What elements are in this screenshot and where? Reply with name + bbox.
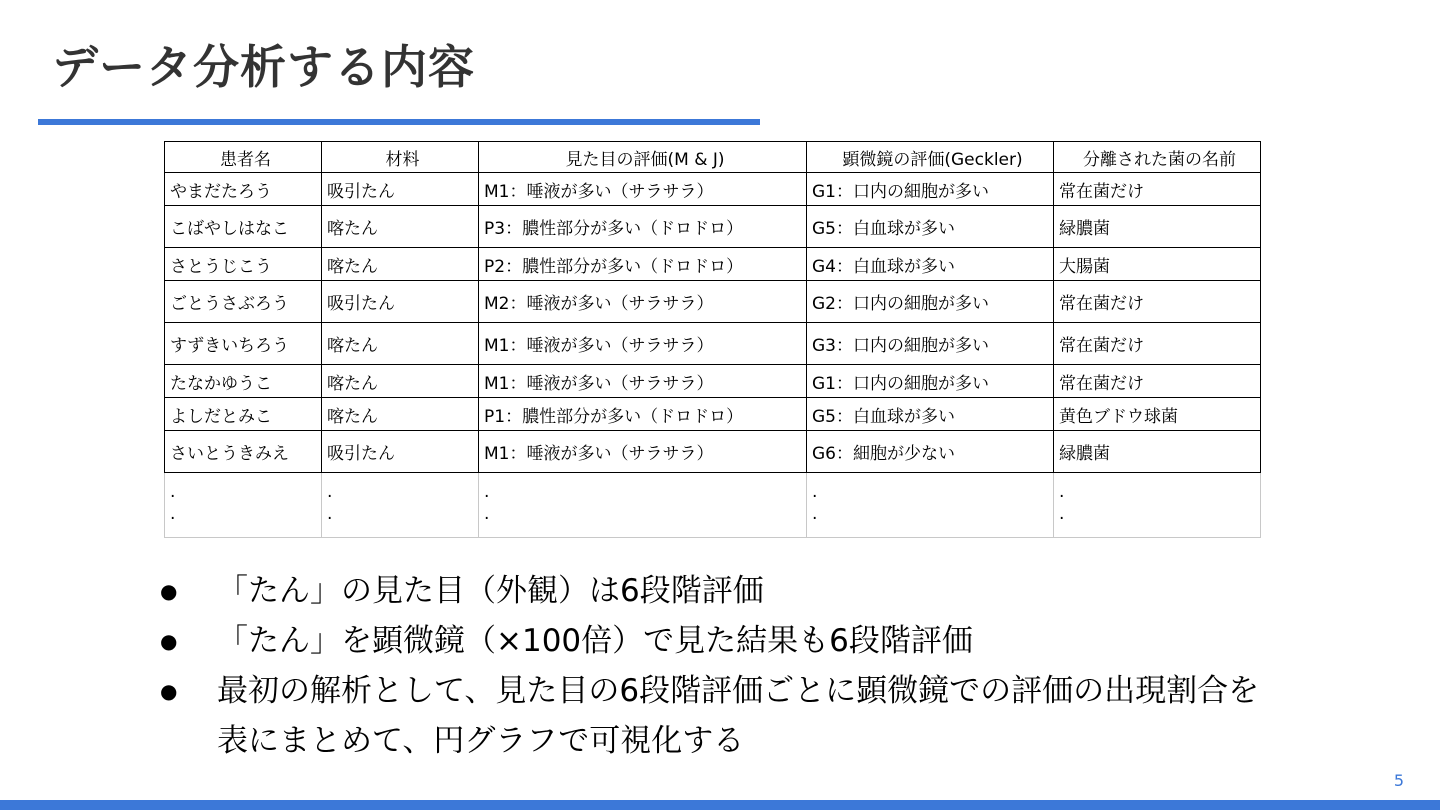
cell-material: 喀たん (322, 206, 479, 248)
table-row (165, 281, 1261, 323)
header-microscope-evaluation: 顕微鏡の評価(Geckler) (807, 142, 1054, 173)
table-row (165, 365, 1261, 398)
table-row (165, 431, 1261, 473)
bullet-marker-icon: ● (160, 579, 178, 603)
cell-patient-name: やまだたろう (165, 173, 322, 206)
header-visual-evaluation: 見た目の評価(M & J) (479, 142, 807, 173)
cell-isolated-bacteria: 黄色ブドウ球菌 (1054, 398, 1261, 431)
cell-isolated-bacteria: 常在菌だけ (1054, 281, 1261, 323)
cell-isolated-bacteria: 緑膿菌 (1054, 206, 1261, 248)
bullet-marker-icon: ● (160, 679, 178, 703)
cell-microscope-evaluation: G5：白血球が多い (807, 398, 1054, 431)
cell-material: 吸引たん (322, 173, 479, 206)
ellipsis-cell (165, 473, 322, 538)
cell-patient-name: すずきいちろう (165, 323, 322, 365)
cell-microscope-evaluation: G1：口内の細胞が多い (807, 365, 1054, 398)
table-row (165, 206, 1261, 248)
bullet-text: 最初の解析として、見た目の6段階評価ごとに顕微鏡での評価の出現割合を表にまとめて、円グラフで可視化する (217, 673, 1260, 759)
ellipsis-dot: . (1059, 482, 1065, 502)
bullet-text: 「たん」の見た目（外観）は6段階評価 (217, 573, 764, 609)
cell-visual-evaluation: P3：膿性部分が多い（ドロドロ） (479, 206, 807, 248)
ellipsis-cell (322, 473, 479, 538)
cell-microscope-evaluation: G2：口内の細胞が多い (807, 281, 1054, 323)
cell-visual-evaluation: M1：唾液が多い（サラサラ） (479, 173, 807, 206)
cell-material: 吸引たん (322, 431, 479, 473)
cell-material: 喀たん (322, 248, 479, 281)
cell-isolated-bacteria: 大腸菌 (1054, 248, 1261, 281)
ellipsis-cell (1054, 473, 1261, 538)
ellipsis-dot: . (1059, 504, 1065, 524)
ellipsis-cell (479, 473, 807, 538)
cell-microscope-evaluation: G3：口内の細胞が多い (807, 323, 1054, 365)
cell-visual-evaluation: M1：唾液が多い（サラサラ） (479, 431, 807, 473)
cell-visual-evaluation: M1：唾液が多い（サラサラ） (479, 365, 807, 398)
table-row (165, 398, 1261, 431)
page-number: 5 (1393, 771, 1405, 790)
header-isolated-bacteria: 分離された菌の名前 (1054, 142, 1261, 173)
cell-microscope-evaluation: G1：口内の細胞が多い (807, 173, 1054, 206)
cell-patient-name: ごとうさぶろう (165, 281, 322, 323)
bullet-marker-icon: ● (160, 629, 178, 653)
ellipsis-dot: . (327, 482, 333, 502)
cell-isolated-bacteria: 常在菌だけ (1054, 173, 1261, 206)
table-ellipsis-row (165, 473, 1261, 538)
cell-patient-name: よしだとみこ (165, 398, 322, 431)
bullet-list (160, 566, 1280, 766)
cell-patient-name: さとうじこう (165, 248, 322, 281)
cell-microscope-evaluation: G4：白血球が多い (807, 248, 1054, 281)
cell-microscope-evaluation: G5：白血球が多い (807, 206, 1054, 248)
cell-patient-name: たなかゆうこ (165, 365, 322, 398)
cell-isolated-bacteria: 緑膿菌 (1054, 431, 1261, 473)
table-row (165, 173, 1261, 206)
ellipsis-dot: . (327, 504, 333, 524)
ellipsis-dot: . (484, 482, 490, 502)
cell-patient-name: こばやしはなこ (165, 206, 322, 248)
ellipsis-dot: . (812, 504, 818, 524)
ellipsis-dot: . (484, 504, 490, 524)
header-material: 材料 (322, 142, 479, 173)
cell-material: 喀たん (322, 365, 479, 398)
cell-microscope-evaluation: G6：細胞が少ない (807, 431, 1054, 473)
cell-visual-evaluation: P2：膿性部分が多い（ドロドロ） (479, 248, 807, 281)
cell-isolated-bacteria: 常在菌だけ (1054, 323, 1261, 365)
cell-material: 吸引たん (322, 281, 479, 323)
cell-visual-evaluation: M2：唾液が多い（サラサラ） (479, 281, 807, 323)
table-row (165, 323, 1261, 365)
bullet-item (160, 616, 1280, 666)
footer-accent-bar (0, 800, 1440, 810)
bullet-text: 「たん」を顕微鏡（×100倍）で見た結果も6段階評価 (217, 623, 973, 659)
cell-isolated-bacteria: 常在菌だけ (1054, 365, 1261, 398)
slide-title: データ分析する内容 (52, 40, 475, 94)
ellipsis-dot: . (170, 482, 176, 502)
cell-visual-evaluation: M1：唾液が多い（サラサラ） (479, 323, 807, 365)
table-row (165, 248, 1261, 281)
bullet-item (160, 566, 1280, 616)
title-underline (38, 119, 760, 125)
cell-visual-evaluation: P1：膿性部分が多い（ドロドロ） (479, 398, 807, 431)
table-header-row (165, 142, 1261, 173)
ellipsis-dot: . (170, 504, 176, 524)
cell-material: 喀たん (322, 323, 479, 365)
header-patient-name: 患者名 (165, 142, 322, 173)
cell-material: 喀たん (322, 398, 479, 431)
ellipsis-dot: . (812, 482, 818, 502)
ellipsis-cell (807, 473, 1054, 538)
patient-data-table (164, 141, 1261, 538)
bullet-item (160, 666, 1280, 766)
cell-patient-name: さいとうきみえ (165, 431, 322, 473)
